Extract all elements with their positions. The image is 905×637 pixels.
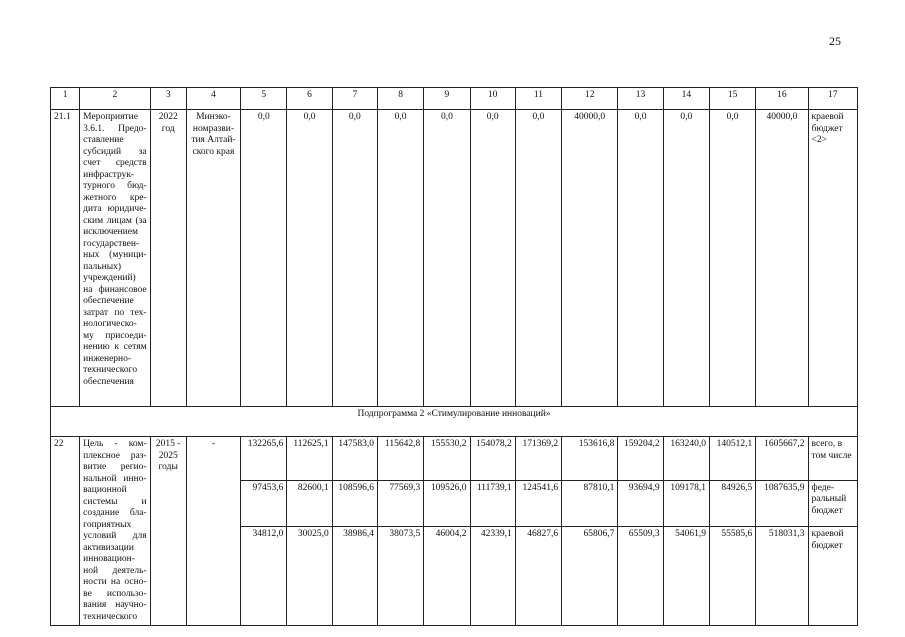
value-cell: 55585,6: [709, 527, 755, 626]
value-cell: 163240,0: [663, 437, 709, 481]
value-cell: 54061,9: [663, 527, 709, 626]
value-cell: 112625,1: [287, 437, 332, 481]
value-cell: 1605667,2: [756, 437, 808, 481]
funding-source: краевой бюджет: [808, 527, 857, 626]
header-cell: 3: [150, 88, 186, 110]
row-number: 21.1: [51, 110, 80, 407]
value-cell: 0,0: [515, 110, 561, 407]
value-cell: 0,0: [287, 110, 332, 407]
header-row: [51, 88, 858, 110]
header-cell: 2: [80, 88, 150, 110]
value-cell: 0,0: [709, 110, 755, 407]
page-number: 25: [829, 34, 841, 48]
value-cell: 0,0: [618, 110, 663, 407]
header-cell: 15: [709, 88, 755, 110]
value-cell: 46004,2: [424, 527, 470, 626]
value-cell: 77569,3: [377, 480, 423, 527]
value-cell: 0,0: [332, 110, 377, 407]
value-cell: 0,0: [424, 110, 470, 407]
value-cell: 87810,1: [562, 480, 618, 527]
value-cell: 109526,0: [424, 480, 470, 527]
header-cell: 6: [287, 88, 332, 110]
value-cell: 38073,5: [377, 527, 423, 626]
measure-name: Мероприятие 3.6.1. Предо-ставление субсидий за счет средств инфраструк-турного бюд-жетного кре-дита юридиче-ским лицам (за исключением государствен-ных (муници-пальных) учреждений) на финансовое обеспечение затрат по тех-нологическо-му присоеди-нению к сетям инженерно-технического обеспечения: [80, 110, 150, 407]
value-cell: 518031,3: [756, 527, 808, 626]
value-cell: 0,0: [663, 110, 709, 407]
value-cell: 30025,0: [287, 527, 332, 626]
value-cell: 40000,0: [562, 110, 618, 407]
header-cell: 9: [424, 88, 470, 110]
value-cell: 42339,1: [470, 527, 515, 626]
value-cell: 65509,3: [618, 527, 663, 626]
goal-name: Цель - ком-плексное раз-витие регио-нальной инно-вационной системы и создание бла-гоприятных условий для активизации инновацион-ной деятель-ности на осно-ве использо-вания научно-технического: [80, 437, 150, 626]
value-cell: 0,0: [377, 110, 423, 407]
header-cell: 14: [663, 88, 709, 110]
table-row: [51, 110, 858, 407]
value-cell: 140512,1: [709, 437, 755, 481]
value-cell: 109178,1: [663, 480, 709, 527]
value-cell: 1087635,9: [756, 480, 808, 527]
value-cell: 46827,6: [515, 527, 561, 626]
header-cell: 13: [618, 88, 663, 110]
period: 2015 - 2025 годы: [150, 437, 186, 626]
value-cell: 115642,8: [377, 437, 423, 481]
value-cell: 153616,8: [562, 437, 618, 481]
header-cell: 17: [808, 88, 857, 110]
header-cell: 10: [470, 88, 515, 110]
row-number: 22: [51, 437, 80, 626]
executor: -: [186, 437, 240, 626]
value-cell: 0,0: [241, 110, 287, 407]
header-cell: 8: [377, 88, 423, 110]
value-cell: 34812,0: [241, 527, 287, 626]
header-cell: 12: [562, 88, 618, 110]
header-cell: 1: [51, 88, 80, 110]
value-cell: 38986,4: [332, 527, 377, 626]
header-cell: 11: [515, 88, 561, 110]
value-cell: 111739,1: [470, 480, 515, 527]
funding-source: феде-ральный бюджет: [808, 480, 857, 527]
value-cell: 171369,2: [515, 437, 561, 481]
funding-source: всего, в том числе: [808, 437, 857, 481]
executor: Минэко-номразви-тия Алтай-ского края: [186, 110, 240, 407]
header-cell: 16: [756, 88, 808, 110]
table-row: [51, 437, 858, 481]
value-cell: 84926,5: [709, 480, 755, 527]
period: 2022 год: [150, 110, 186, 407]
value-cell: 155530,2: [424, 437, 470, 481]
value-cell: 154078,2: [470, 437, 515, 481]
header-cell: 5: [241, 88, 287, 110]
value-cell: 108596,6: [332, 480, 377, 527]
header-cell: 4: [186, 88, 240, 110]
value-cell: 65806,7: [562, 527, 618, 626]
value-cell: 159204,2: [618, 437, 663, 481]
value-cell: 93694,9: [618, 480, 663, 527]
subprogram-title: Подпрограмма 2 «Стимулирование инноваций»: [51, 407, 858, 437]
header-cell: 7: [332, 88, 377, 110]
value-cell: 97453,6: [241, 480, 287, 527]
funding-source: краевой бюджет <2>: [808, 110, 857, 407]
budget-table: [50, 87, 858, 626]
value-cell: 40000,0: [756, 110, 808, 407]
value-cell: 82600,1: [287, 480, 332, 527]
subprogram-row: [51, 407, 858, 437]
value-cell: 124541,6: [515, 480, 561, 527]
value-cell: 132265,6: [241, 437, 287, 481]
value-cell: 147583,0: [332, 437, 377, 481]
value-cell: 0,0: [470, 110, 515, 407]
